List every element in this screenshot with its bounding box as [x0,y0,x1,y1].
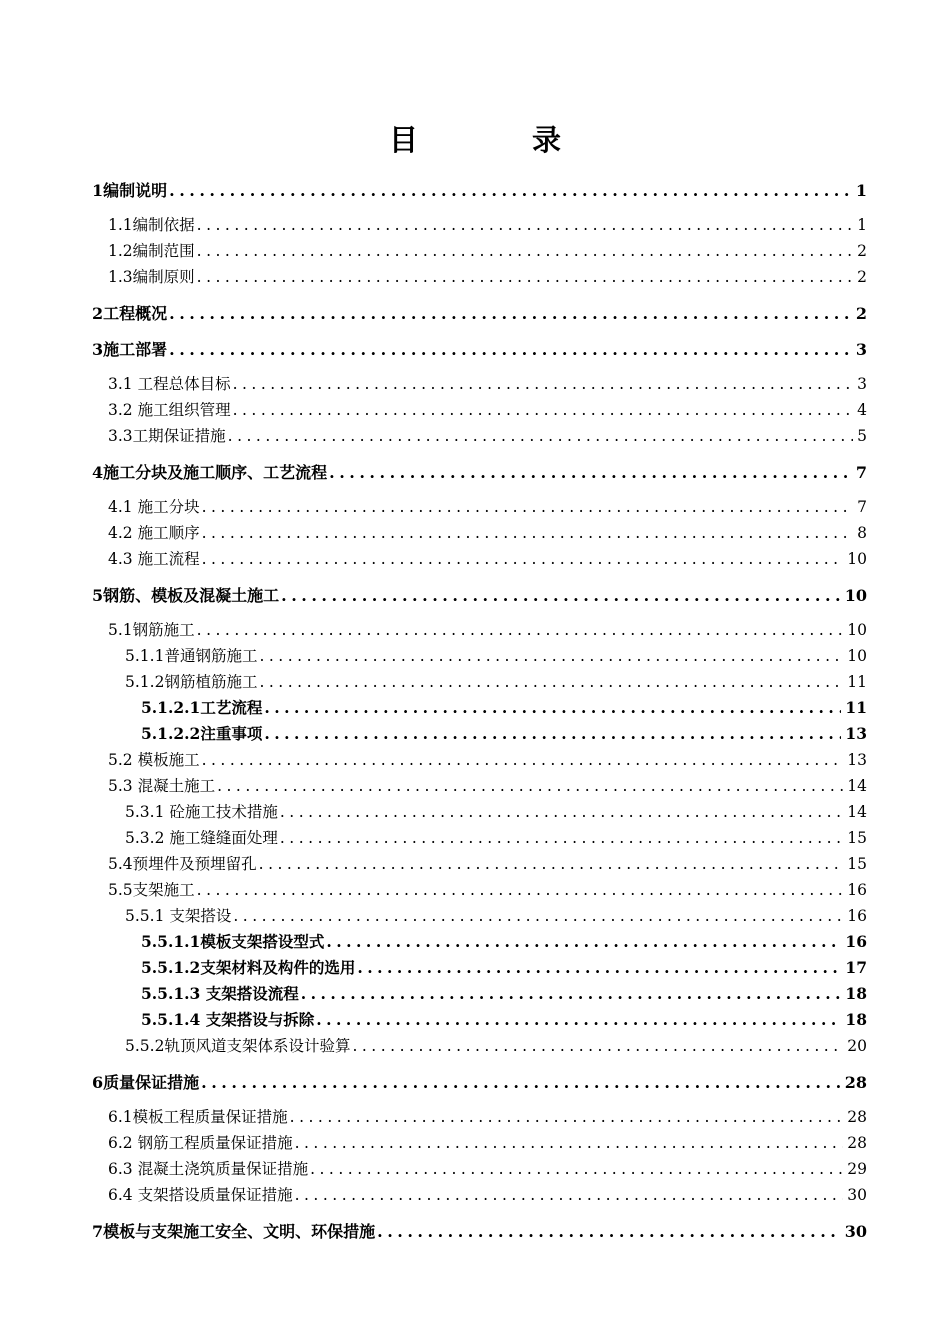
dot-leader [197,881,844,899]
toc-entry[interactable] [108,213,867,237]
toc-entry-label: 6.4 支架搭设质量保证措施 [108,1186,293,1204]
toc-entry-page-number: 14 [847,803,867,821]
toc-entry[interactable] [125,826,867,850]
toc-entry[interactable] [141,696,867,720]
toc-entry-label: 6.1模板工程质量保证措施 [108,1108,288,1126]
toc-entry-page-number: 28 [844,1073,867,1092]
toc-entry-label: 5.5.1.4 支架搭设与拆除 [141,1010,315,1029]
toc-entry[interactable] [108,1157,867,1181]
toc-entry-label: 5.5.1 支架搭设 [125,907,232,925]
toc-entry-label: 3.2 施工组织管理 [108,401,231,419]
dot-leader [316,1010,841,1029]
dot-leader [281,586,841,605]
toc-entry-page-number: 1 [857,216,867,234]
toc-entry-page-number: 10 [844,586,867,605]
toc-entry-page-number: 28 [847,1108,867,1126]
toc-entry-label: 5.1.2.1工艺流程 [141,698,263,717]
dot-leader [280,803,843,821]
dot-leader [264,724,841,743]
toc-entry-page-number: 17 [845,958,867,977]
toc-entry[interactable] [108,265,867,289]
toc-entry[interactable] [108,748,867,772]
dot-leader [295,1186,844,1204]
toc-entry[interactable] [141,956,867,980]
dot-leader [310,1160,843,1178]
toc-entry-page-number: 14 [847,777,867,795]
toc-entry-page-number: 1 [855,181,867,200]
dot-leader [202,550,844,568]
toc-entry-page-number: 28 [847,1134,867,1152]
toc-entry-label: 5.5支架施工 [108,881,195,899]
toc-entry-page-number: 13 [847,751,867,769]
toc-entry-page-number: 10 [847,621,867,639]
toc-entry[interactable] [108,495,867,519]
toc-entry[interactable] [108,852,867,876]
toc-entry-label: 5.1.1普通钢筋施工 [125,647,258,665]
toc-entry[interactable] [125,644,867,668]
toc-entry[interactable] [108,618,867,642]
toc-entry-label: 3.3工期保证措施 [108,427,226,445]
toc-entry[interactable] [141,1008,867,1032]
toc-entry-label: 4.2 施工顺序 [108,524,200,542]
toc-entry-page-number: 15 [847,855,867,873]
dot-leader [259,855,844,873]
toc-entry[interactable] [108,547,867,571]
toc-entry-label: 5.2 模板施工 [108,751,200,769]
dot-leader [357,958,841,977]
toc-entry[interactable] [125,670,867,694]
toc-entry[interactable] [125,1034,867,1058]
toc-entry[interactable] [92,301,867,325]
toc-entry[interactable] [108,1131,867,1155]
toc-entry-label: 5.1.2.2注重事项 [141,724,263,743]
toc-title: 目 录 [388,123,614,157]
dot-leader [197,242,853,260]
toc-entry[interactable] [92,460,867,484]
dot-leader [201,1073,841,1092]
toc-entry-label: 4施工分块及施工顺序、工艺流程 [92,463,328,482]
dot-leader [259,673,843,691]
toc-entry-page-number: 7 [855,463,867,482]
toc-entry-page-number: 18 [845,1010,867,1029]
toc-entry-page-number: 3 [857,375,867,393]
toc-entry-page-number: 29 [847,1160,867,1178]
toc-entry-label: 6.3 混凝土浇筑质量保证措施 [108,1160,309,1178]
toc-entry[interactable] [108,878,867,902]
toc-entry-page-number: 10 [847,647,867,665]
toc-entry-label: 4.3 施工流程 [108,550,200,568]
toc-entry-label: 4.1 施工分块 [108,498,200,516]
dot-leader [377,1222,841,1241]
dot-leader [233,375,854,393]
toc-entry-label: 1编制说明 [92,181,168,200]
toc-entry-label: 5.1.2钢筋植筋施工 [125,673,258,691]
toc-entry[interactable] [108,372,867,396]
dot-leader [259,647,843,665]
dot-leader [169,340,852,359]
toc-entry-label: 2工程概况 [92,304,168,323]
toc-entry-page-number: 10 [847,550,867,568]
toc-entry[interactable] [92,583,867,607]
toc-entry-label: 5.5.2轨顶风道支架体系设计验算 [125,1037,351,1055]
toc-entry-label: 5.5.1.3 支架搭设流程 [141,984,299,1003]
dot-leader [352,1037,843,1055]
toc-entry-label: 3施工部署 [92,340,168,359]
toc-entry[interactable] [125,904,867,928]
toc-entry[interactable] [141,722,867,746]
toc-entry-page-number: 16 [847,881,867,899]
toc-entry[interactable] [108,1183,867,1207]
dot-leader [329,463,852,482]
dot-leader [228,427,853,445]
dot-leader [202,524,854,542]
dot-leader [233,401,854,419]
toc-entry-label: 5.3.1 砼施工技术措施 [125,803,278,821]
dot-leader [197,621,844,639]
toc-entry-label: 3.1 工程总体目标 [108,375,231,393]
dot-leader [169,181,852,200]
dot-leader [290,1108,844,1126]
toc-entry-page-number: 15 [847,829,867,847]
toc-entry-page-number: 30 [844,1222,867,1241]
toc-entry[interactable] [108,398,867,422]
toc-entry[interactable] [141,930,867,954]
toc-entry-page-number: 8 [857,524,867,542]
toc-entry-page-number: 11 [845,698,867,717]
toc-entry-page-number: 2 [855,304,867,323]
toc-entry-label: 5.3.2 施工缝缝面处理 [125,829,278,847]
dot-leader [295,1134,844,1152]
toc-entry-page-number: 3 [855,340,867,359]
dot-leader [301,984,842,1003]
toc-entry[interactable] [108,239,867,263]
toc-entry-page-number: 13 [845,724,867,743]
dot-leader [202,498,854,516]
dot-leader [197,216,853,234]
toc-entry-label: 5.5.1.1模板支架搭设型式 [141,932,325,951]
toc-entry[interactable] [108,424,867,448]
toc-entry[interactable] [92,1219,867,1243]
toc-entry-page-number: 20 [847,1037,867,1055]
dot-leader [217,777,843,795]
dot-leader [233,907,843,925]
toc-entry-page-number: 2 [857,268,867,286]
toc-entry-page-number: 16 [847,907,867,925]
toc-entry-label: 7模板与支架施工安全、文明、环保措施 [92,1222,376,1241]
toc-entry-page-number: 11 [847,673,867,691]
toc-entry-label: 6质量保证措施 [92,1073,200,1092]
toc-entry-label: 1.3编制原则 [108,268,195,286]
toc-entry[interactable] [92,1070,867,1094]
toc-entry-page-number: 5 [857,427,867,445]
toc-entry-label: 5.5.1.2支架材料及构件的选用 [141,958,356,977]
toc-entry-page-number: 7 [857,498,867,516]
dot-leader [202,751,844,769]
dot-leader [169,304,852,323]
dot-leader [197,268,853,286]
toc-entry[interactable] [125,800,867,824]
dot-leader [264,698,841,717]
toc-entry[interactable] [108,1105,867,1129]
toc-entry-page-number: 16 [845,932,867,951]
toc-entry-page-number: 30 [847,1186,867,1204]
toc-entry-page-number: 18 [845,984,867,1003]
toc-entry-page-number: 4 [857,401,867,419]
toc-entry[interactable] [92,178,867,202]
toc-entry-label: 6.2 钢筋工程质量保证措施 [108,1134,293,1152]
toc-entry-label: 1.2编制范围 [108,242,195,260]
toc-entry[interactable] [141,982,867,1006]
toc-entry[interactable] [92,337,867,361]
toc-entry-label: 5钢筋、模板及混凝土施工 [92,586,280,605]
toc-entry-label: 5.3 混凝土施工 [108,777,216,795]
toc-entry[interactable] [108,521,867,545]
toc-entry-label: 5.1钢筋施工 [108,621,195,639]
toc-entry-page-number: 2 [857,242,867,260]
toc-entry[interactable] [108,774,867,798]
dot-leader [280,829,843,847]
toc-entry-label: 1.1编制依据 [108,216,195,234]
toc-entry-label: 5.4预埋件及预埋留孔 [108,855,257,873]
dot-leader [326,932,841,951]
